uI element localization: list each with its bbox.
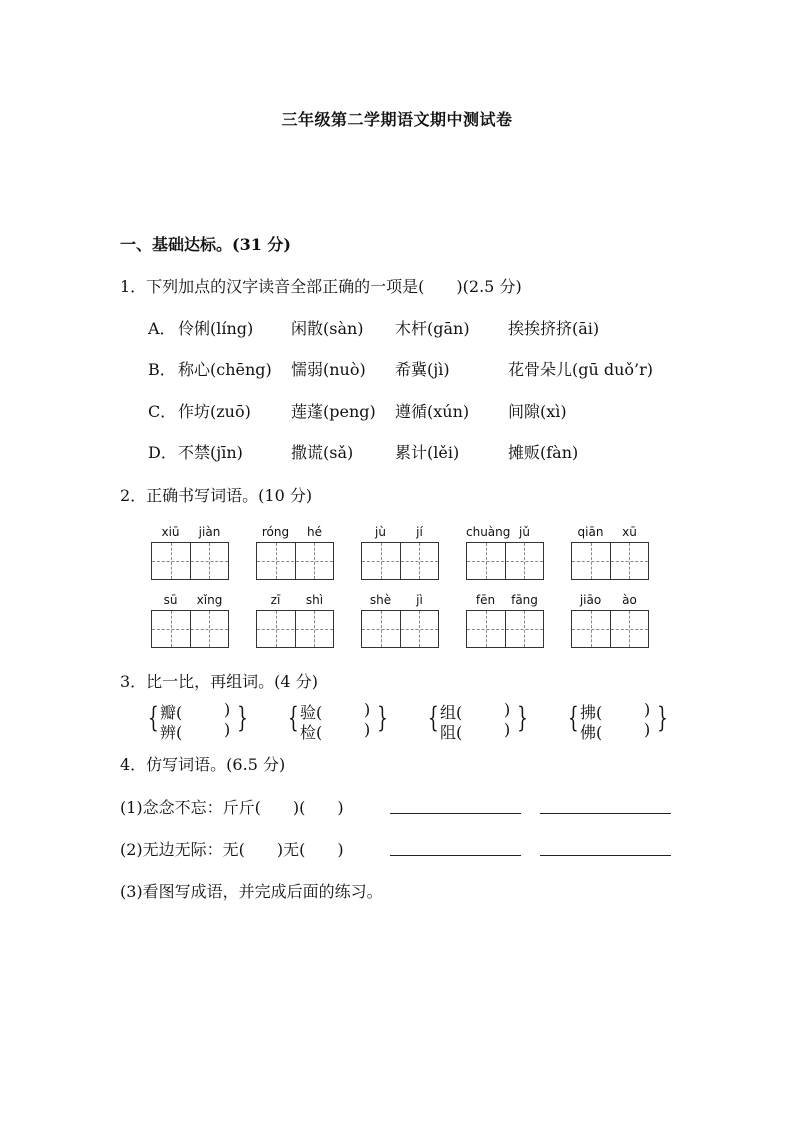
answer-line[interactable] <box>540 855 671 856</box>
pinyin: jǔ <box>519 525 530 539</box>
pinyin: hé <box>307 525 322 539</box>
answer-line[interactable] <box>390 813 521 814</box>
pinyin: jì <box>416 593 423 607</box>
character-boxes[interactable] <box>466 610 544 648</box>
option-c-label: C． <box>148 402 177 421</box>
pinyin: shè <box>369 593 392 607</box>
option-a-item: 闲散(sàn) <box>291 319 364 338</box>
pinyin: fāng <box>511 593 538 607</box>
question-3-stem: 3．比一比，再组词。(4 分) <box>120 672 318 691</box>
question-4-stem: 4．仿写词语。(6.5 分) <box>120 755 286 774</box>
option-d-item: 累计(lěi) <box>395 443 460 462</box>
option-b-label: B． <box>148 360 176 379</box>
question-2-stem: 2．正确书写词语。(10 分) <box>120 486 313 505</box>
option-c-item: 莲蓬(peng) <box>291 402 376 421</box>
answer-line[interactable] <box>390 855 521 856</box>
compare-group <box>148 700 248 740</box>
compare-char: 辨( <box>160 723 183 742</box>
character-boxes[interactable] <box>571 610 649 648</box>
character-boxes[interactable] <box>361 610 439 648</box>
pinyin: shì <box>305 593 324 607</box>
pinyin: zī <box>270 593 281 607</box>
option-a-item: 挨挨挤挤(āi) <box>508 319 600 338</box>
close-paren: ) <box>504 720 511 739</box>
pinyin: fēn <box>475 593 496 607</box>
close-paren: ) <box>224 720 231 739</box>
compare-char: 组( <box>440 703 463 722</box>
character-boxes[interactable] <box>361 542 439 580</box>
character-boxes[interactable] <box>466 542 544 580</box>
character-boxes[interactable] <box>151 542 229 580</box>
pinyin: xiū <box>161 525 180 539</box>
option-b-item: 希冀(jì) <box>395 360 450 379</box>
close-paren: ) <box>224 700 231 719</box>
character-boxes[interactable] <box>256 542 334 580</box>
compare-char: 瓣( <box>160 703 183 722</box>
close-paren: ) <box>644 700 651 719</box>
compare-char: 拂( <box>580 703 603 722</box>
option-b-item: 花骨朵儿(gū duǒ’r) <box>508 360 654 379</box>
pinyin: sū <box>163 593 178 607</box>
pinyin: jù <box>375 525 386 539</box>
option-c-item: 作坊(zuō) <box>178 402 251 421</box>
option-d-item: 撒谎(sǎ) <box>291 443 354 462</box>
answer-line[interactable] <box>540 813 671 814</box>
option-b-item: 称心(chēng) <box>178 360 272 379</box>
compare-group <box>288 700 388 740</box>
option-c-item: 间隙(xì) <box>508 402 567 421</box>
left-brace: { <box>288 701 299 734</box>
q4-item-1: (1)念念不忘：斤斤( )( ) <box>120 798 344 817</box>
pinyin: jiàn <box>198 525 221 539</box>
option-c-item: 遵循(xún) <box>395 402 470 421</box>
character-boxes[interactable] <box>571 542 649 580</box>
left-brace: { <box>428 701 439 734</box>
right-brace: } <box>657 701 668 734</box>
option-d-item: 不禁(jīn) <box>178 443 243 462</box>
option-b-item: 懦弱(nuò) <box>291 360 366 379</box>
page-title: 三年级第二学期语文期中测试卷 <box>281 110 513 129</box>
close-paren: ) <box>364 700 371 719</box>
pinyin: róng <box>261 525 290 539</box>
left-brace: { <box>568 701 579 734</box>
compare-group <box>428 700 528 740</box>
compare-char: 检( <box>300 723 323 742</box>
compare-char: 阻( <box>440 723 463 742</box>
pinyin: xū <box>622 525 637 539</box>
pinyin: qiān <box>577 525 604 539</box>
pinyin: chuàng <box>466 525 511 539</box>
close-paren: ) <box>364 720 371 739</box>
option-d-label: D． <box>148 443 177 462</box>
close-paren: ) <box>504 700 511 719</box>
right-brace: } <box>237 701 248 734</box>
option-d-item: 摊贩(fàn) <box>508 443 579 462</box>
question-1-stem: 1．下列加点的汉字读音全部正确的一项是( )(2.5 分) <box>120 277 522 296</box>
q4-item-3: (3)看图写成语，并完成后面的练习。 <box>120 882 383 901</box>
compare-group <box>568 700 668 740</box>
pinyin: jiāo <box>579 593 602 607</box>
option-a-item: 伶俐(líng) <box>178 319 254 338</box>
pinyin: xǐng <box>196 593 223 607</box>
close-paren: ) <box>644 720 651 739</box>
section-heading: 一、基础达标。(31 分) <box>120 235 291 254</box>
pinyin: jí <box>416 525 423 539</box>
character-boxes[interactable] <box>151 610 229 648</box>
compare-char: 佛( <box>580 723 603 742</box>
option-a-item: 木杆(gān) <box>395 319 470 338</box>
compare-char: 验( <box>300 703 323 722</box>
right-brace: } <box>377 701 388 734</box>
q4-item-2: (2)无边无际：无( )无( ) <box>120 840 344 859</box>
pinyin: ào <box>622 593 637 607</box>
right-brace: } <box>517 701 528 734</box>
left-brace: { <box>148 701 159 734</box>
character-boxes[interactable] <box>256 610 334 648</box>
option-a-label: A． <box>148 319 176 338</box>
